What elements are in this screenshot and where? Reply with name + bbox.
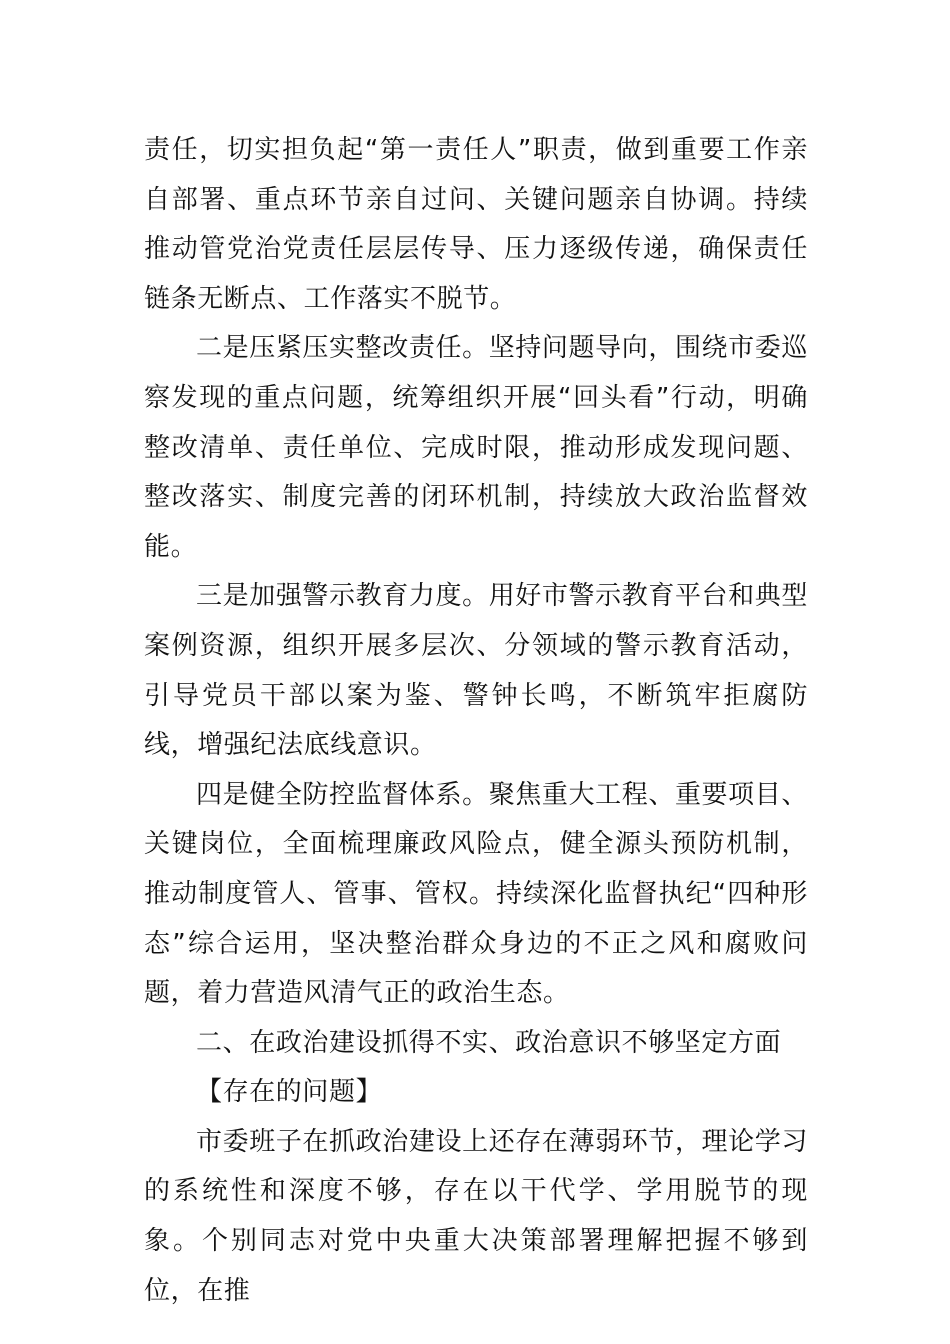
problems-subheading: 【存在的问题】 <box>196 1077 383 1108</box>
document-body <box>144 126 808 1316</box>
section-heading: 二、在政治建设抓得不实、政治意识不够坚定方面 <box>196 1027 782 1058</box>
paragraph-existing-problems: 市委班子在抓政治建设上还存在薄弱环节，理论学习的系统性和深度不够，存在以干代学、学用脱节的现象。个别同志对党中央重大决策部署理解把握不够到位，在推 <box>144 1126 808 1306</box>
paragraph-supervision-system: 四是健全防控监督体系。聚焦重大工程、重要项目、关键岗位，全面梳理廉政风险点，健全源头预防机制，推动制度管人、管事、管权。持续深化监督执纪“四种形态”综合运用，坚决整治群众身边的不正之风和腐败问题，着力营造风清气正的政治生态。 <box>144 779 808 1009</box>
paragraph-responsibility-continued: 责任，切实担负起“第一责任人”职责，做到重要工作亲自部署、重点环节亲自过问、关键问题亲自协调。持续推动管党治党责任层层传导、压力逐级传递，确保责任链条无断点、工作落实不脱节。 <box>144 135 808 314</box>
paragraph-warning-education: 三是加强警示教育力度。用好市警示教育平台和典型案例资源，组织开展多层次、分领域的警示教育活动，引导党员干部以案为鉴、警钟长鸣，不断筑牢拒腐防线，增强纪法底线意识。 <box>144 581 808 761</box>
paragraph-rectification-responsibility: 二是压紧压实整改责任。坚持问题导向，围绕市委巡察发现的重点问题，统筹组织开展“回头看”行动，明确整改清单、责任单位、完成时限，推动形成发现问题、整改落实、制度完善的闭环机制，持续放大政治监督效能。 <box>144 333 808 562</box>
